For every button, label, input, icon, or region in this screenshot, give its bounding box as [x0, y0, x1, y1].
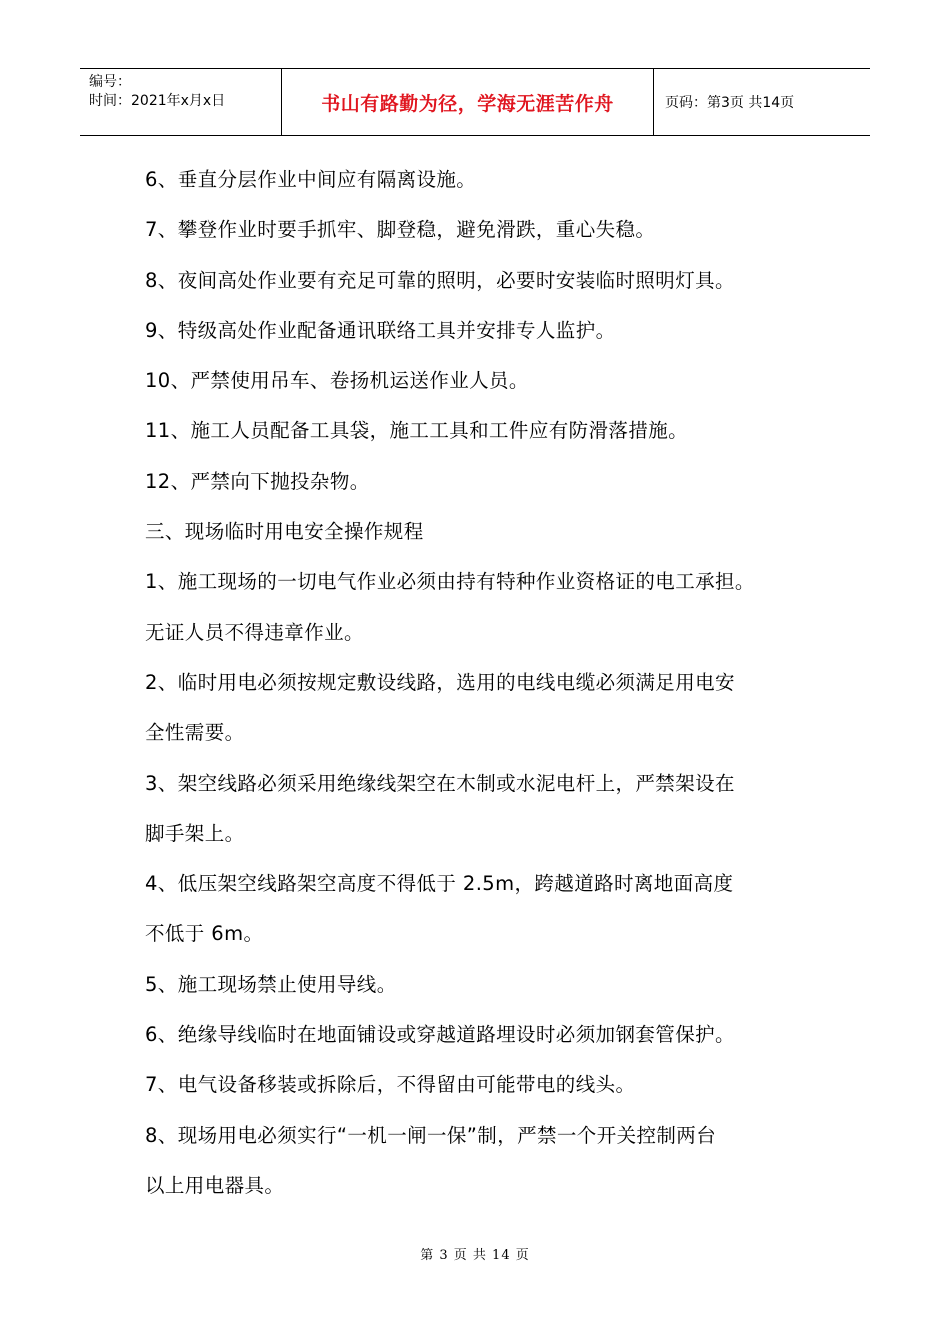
document-number-label: 编号：: [89, 74, 131, 90]
page-footer: [0, 1244, 950, 1263]
body-line: 4、低压架空线路架空高度不得低于 2.5m，跨越道路时离地面高度: [145, 872, 734, 896]
section-heading: 三、现场临时用电安全操作规程: [145, 520, 424, 544]
body-line: 11、施工人员配备工具袋，施工工具和工件应有防滑落措施。: [145, 419, 689, 443]
body-line: 6、垂直分层作业中间应有隔离设施。: [145, 168, 477, 191]
header-page-info: 页码：第3页 共14页: [665, 95, 795, 111]
body-line: 2、临时用电必须按规定敷设线路，选用的电线电缆必须满足用电安: [145, 670, 735, 694]
body-line: 9、特级高处作业配备通讯联络工具并安排专人监护。: [145, 318, 616, 342]
body-line: 8、夜间高处作业要有充足可靠的照明，必要时安装临时照明灯具。: [145, 268, 735, 292]
page-header: [80, 68, 870, 136]
header-meta-cell: [80, 69, 282, 135]
body-line: 8、现场用电必须实行“一机一闸一保”制，严禁一个开关控制两台: [145, 1123, 717, 1147]
body-line: 全性需要。: [145, 721, 245, 745]
body-line: 7、电气设备移装或拆除后，不得留由可能带电的线头。: [145, 1073, 636, 1097]
body-line: 12、严禁向下抛投杂物。: [145, 469, 370, 493]
body-line: 无证人员不得违章作业。: [145, 620, 364, 644]
body-line: 脚手架上。: [145, 821, 245, 845]
document-body: [145, 167, 815, 1223]
body-line: 7、攀登作业时要手抓牢、脚登稳，避免滑跌，重心失稳。: [145, 218, 656, 242]
header-motto-cell: [282, 69, 654, 135]
body-line: 不低于 6m。: [145, 922, 264, 946]
body-line: 6、绝缘导线临时在地面铺设或穿越道路埋设时必须加钢套管保护。: [145, 1023, 735, 1047]
body-line: 以上用电器具。: [145, 1173, 285, 1197]
footer-page-number: 第 3 页 共 14 页: [420, 1248, 530, 1263]
body-line: 1、施工现场的一切电气作业必须由持有特种作业资格证的电工承担。: [145, 570, 755, 594]
header-page-cell: [654, 69, 870, 135]
body-line: 10、严禁使用吊车、卷扬机运送作业人员。: [145, 369, 529, 393]
document-date-label: 时间：2021年x月x日: [89, 93, 226, 109]
body-line: 5、施工现场禁止使用导线。: [145, 972, 397, 996]
header-motto: 书山有路勤为径，学海无涯苦作舟: [321, 92, 614, 115]
body-line: 3、架空线路必须采用绝缘线架空在木制或水泥电杆上，严禁架设在: [145, 771, 735, 795]
